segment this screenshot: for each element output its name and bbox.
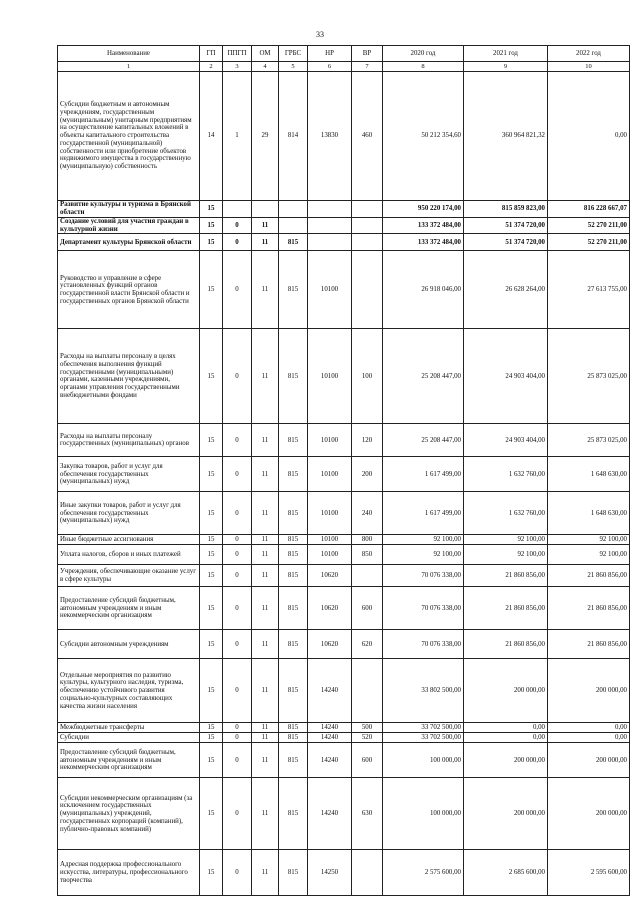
cell-2021: 0,00: [464, 733, 548, 743]
cell-2020: 70 076 338,00: [383, 587, 464, 630]
cell-2021: 21 860 856,00: [464, 587, 548, 630]
cell-name: Департамент культуры Брянской области: [58, 234, 200, 251]
cell-om: 11: [252, 723, 279, 733]
cell-nr: [308, 201, 352, 218]
table-row: [58, 723, 630, 733]
header-ppgp: ППГП: [223, 46, 252, 62]
cell-name: Иные закупки товаров, работ и услуг для обеспечения государственных (муниципальных) нужд: [58, 492, 200, 535]
cell-ppgp: 0: [223, 234, 252, 251]
cell-gp: 15: [200, 251, 223, 329]
cell-om: 11: [252, 234, 279, 251]
cell-2020: 133 372 484,00: [383, 218, 464, 234]
cell-om: 11: [252, 424, 279, 457]
cell-grbs: 815: [279, 251, 308, 329]
table-row: [58, 630, 630, 659]
column-index: 3: [223, 62, 252, 72]
cell-2020: 100 000,00: [383, 778, 464, 850]
cell-2021: 200 000,00: [464, 778, 548, 850]
cell-2021: 24 903 404,00: [464, 329, 548, 424]
cell-2021: 92 100,00: [464, 545, 548, 565]
cell-gp: 15: [200, 723, 223, 733]
cell-2021: 360 964 821,32: [464, 72, 548, 201]
cell-gp: 15: [200, 659, 223, 723]
cell-grbs: 815: [279, 535, 308, 545]
column-index: 8: [383, 62, 464, 72]
cell-2022: 21 860 856,00: [548, 630, 630, 659]
column-index: 4: [252, 62, 279, 72]
cell-2022: 92 100,00: [548, 535, 630, 545]
cell-om: 11: [252, 329, 279, 424]
cell-gp: 15: [200, 743, 223, 778]
cell-vr: 600: [352, 743, 383, 778]
table-row: [58, 535, 630, 545]
cell-grbs: 815: [279, 733, 308, 743]
cell-gp: 15: [200, 535, 223, 545]
cell-grbs: 815: [279, 659, 308, 723]
column-index: 5: [279, 62, 308, 72]
cell-nr: 10620: [308, 587, 352, 630]
table-row: [58, 587, 630, 630]
cell-ppgp: 0: [223, 850, 252, 896]
table-row: [58, 234, 630, 251]
cell-ppgp: 0: [223, 743, 252, 778]
cell-nr: 10100: [308, 329, 352, 424]
cell-gp: 15: [200, 587, 223, 630]
cell-2020: 2 575 600,00: [383, 850, 464, 896]
cell-grbs: 815: [279, 630, 308, 659]
cell-2021: 26 628 264,00: [464, 251, 548, 329]
header-name: Наименование: [58, 46, 200, 62]
table-row: [58, 424, 630, 457]
cell-nr: 14240: [308, 659, 352, 723]
cell-2022: 27 613 755,00: [548, 251, 630, 329]
cell-2020: 70 076 338,00: [383, 630, 464, 659]
cell-ppgp: 0: [223, 329, 252, 424]
header-gp: ГП: [200, 46, 223, 62]
cell-grbs: 815: [279, 234, 308, 251]
cell-name: Расходы на выплаты персоналу в целях обеспечения выполнения функций государственными (муниципальными) органами, казенными учреждениями, органами управления государственными внебюджетными фондами: [58, 329, 200, 424]
table-row: [58, 201, 630, 218]
cell-2020: 26 918 046,00: [383, 251, 464, 329]
cell-name: Расходы на выплаты персоналу государственных (муниципальных) органов: [58, 424, 200, 457]
table-body: [58, 72, 630, 896]
cell-2022: 0,00: [548, 733, 630, 743]
cell-vr: [352, 251, 383, 329]
cell-2022: 21 860 856,00: [548, 565, 630, 587]
cell-name: Предоставление субсидий бюджетным, автономным учреждениям и иным некоммерческим организациям: [58, 587, 200, 630]
cell-grbs: 815: [279, 329, 308, 424]
cell-2020: 92 100,00: [383, 545, 464, 565]
cell-vr: 240: [352, 492, 383, 535]
cell-2021: 1 632 760,00: [464, 492, 548, 535]
table-row: [58, 492, 630, 535]
cell-vr: [352, 565, 383, 587]
cell-2021: 200 000,00: [464, 743, 548, 778]
cell-2021: 200 000,00: [464, 659, 548, 723]
cell-ppgp: 0: [223, 733, 252, 743]
cell-2021: 24 903 404,00: [464, 424, 548, 457]
cell-nr: 14240: [308, 733, 352, 743]
cell-ppgp: 0: [223, 723, 252, 733]
cell-vr: 600: [352, 587, 383, 630]
table-header-row: [58, 46, 630, 62]
page-number: 33: [316, 30, 324, 39]
cell-2021: 51 374 720,00: [464, 234, 548, 251]
cell-gp: 15: [200, 457, 223, 492]
cell-2021: 1 632 760,00: [464, 457, 548, 492]
cell-nr: 13830: [308, 72, 352, 201]
cell-vr: [352, 850, 383, 896]
cell-vr: [352, 659, 383, 723]
cell-name: Создание условий для участия граждан в культурной жизни: [58, 218, 200, 234]
cell-nr: [308, 234, 352, 251]
cell-2022: 25 873 025,00: [548, 424, 630, 457]
cell-vr: 460: [352, 72, 383, 201]
cell-om: 11: [252, 733, 279, 743]
cell-name: Межбюджетные трансферты: [58, 723, 200, 733]
column-index: 2: [200, 62, 223, 72]
table-row: [58, 218, 630, 234]
cell-ppgp: 0: [223, 659, 252, 723]
cell-om: 11: [252, 778, 279, 850]
cell-vr: 620: [352, 630, 383, 659]
header-om: ОМ: [252, 46, 279, 62]
cell-ppgp: 0: [223, 545, 252, 565]
cell-om: [252, 201, 279, 218]
table-row: [58, 72, 630, 201]
table-row: [58, 329, 630, 424]
cell-2020: 25 208 447,00: [383, 424, 464, 457]
cell-ppgp: 0: [223, 565, 252, 587]
cell-om: 11: [252, 630, 279, 659]
cell-nr: 10100: [308, 424, 352, 457]
cell-gp: 15: [200, 545, 223, 565]
cell-gp: 15: [200, 424, 223, 457]
cell-ppgp: 0: [223, 630, 252, 659]
cell-grbs: 815: [279, 457, 308, 492]
cell-name: Субсидии: [58, 733, 200, 743]
cell-gp: 15: [200, 733, 223, 743]
cell-nr: 14250: [308, 850, 352, 896]
cell-nr: 10100: [308, 535, 352, 545]
table-row: [58, 850, 630, 896]
cell-nr: 10620: [308, 630, 352, 659]
cell-gp: 15: [200, 630, 223, 659]
cell-2020: 133 372 484,00: [383, 234, 464, 251]
header-2022: 2022 год: [548, 46, 630, 62]
column-index: 1: [58, 62, 200, 72]
header-vr: ВР: [352, 46, 383, 62]
cell-om: 11: [252, 587, 279, 630]
header-2020: 2020 год: [383, 46, 464, 62]
cell-name: Закупка товаров, работ и услуг для обеспечения государственных (муниципальных) нужд: [58, 457, 200, 492]
cell-om: 11: [252, 535, 279, 545]
cell-2020: 1 617 499,00: [383, 457, 464, 492]
header-nr: НР: [308, 46, 352, 62]
cell-nr: 10100: [308, 545, 352, 565]
cell-2022: 200 000,00: [548, 778, 630, 850]
cell-2021: 51 374 720,00: [464, 218, 548, 234]
cell-vr: 120: [352, 424, 383, 457]
cell-nr: [308, 218, 352, 234]
cell-vr: 500: [352, 723, 383, 733]
cell-2022: 52 270 211,00: [548, 234, 630, 251]
cell-om: 29: [252, 72, 279, 201]
cell-vr: 630: [352, 778, 383, 850]
cell-vr: 800: [352, 535, 383, 545]
column-index: 7: [352, 62, 383, 72]
cell-nr: 10100: [308, 492, 352, 535]
cell-ppgp: 1: [223, 72, 252, 201]
cell-gp: 15: [200, 850, 223, 896]
cell-2022: 1 648 630,00: [548, 457, 630, 492]
cell-gp: 15: [200, 565, 223, 587]
cell-2022: 0,00: [548, 72, 630, 201]
cell-2022: 2 595 600,00: [548, 850, 630, 896]
table-row: [58, 659, 630, 723]
cell-om: 11: [252, 565, 279, 587]
cell-2021: 21 860 856,00: [464, 630, 548, 659]
cell-name: Руководство и управление в сфере установленных функций органов государственной власти Брянской области и государственных органов Брянской области: [58, 251, 200, 329]
cell-2021: 21 860 856,00: [464, 565, 548, 587]
cell-om: 11: [252, 492, 279, 535]
cell-grbs: 815: [279, 565, 308, 587]
cell-2020: 100 000,00: [383, 743, 464, 778]
cell-gp: 15: [200, 329, 223, 424]
cell-gp: 15: [200, 492, 223, 535]
table-row: [58, 251, 630, 329]
cell-name: Адресная поддержка профессионального искусства, литературы, профессионального творчества: [58, 850, 200, 896]
cell-grbs: 815: [279, 587, 308, 630]
header-2021: 2021 год: [464, 46, 548, 62]
cell-2020: 70 076 338,00: [383, 565, 464, 587]
cell-2022: 0,00: [548, 723, 630, 733]
cell-grbs: 815: [279, 743, 308, 778]
cell-2021: 0,00: [464, 723, 548, 733]
cell-name: Уплата налогов, сборов и иных платежей: [58, 545, 200, 565]
column-index: 9: [464, 62, 548, 72]
cell-ppgp: 0: [223, 535, 252, 545]
cell-2022: 200 000,00: [548, 659, 630, 723]
cell-ppgp: 0: [223, 424, 252, 457]
table-row: [58, 457, 630, 492]
table-row: [58, 778, 630, 850]
cell-om: 11: [252, 743, 279, 778]
cell-grbs: 815: [279, 723, 308, 733]
cell-2021: 2 685 600,00: [464, 850, 548, 896]
cell-gp: 15: [200, 218, 223, 234]
cell-ppgp: 0: [223, 587, 252, 630]
cell-name: Субсидии бюджетным и автономным учреждениям, государственным (муниципальным) унитарным предприятиям на осуществление капитальных вложений в объекты капитального строительства государственной (муниципальной) собственности или приобретение объектов недвижимого имущества в государственную (муниципальную) собственность: [58, 72, 200, 201]
cell-gp: 15: [200, 234, 223, 251]
cell-2020: 33 702 500,00: [383, 733, 464, 743]
cell-name: Учреждения, обеспечивающие оказание услуг в сфере культуры: [58, 565, 200, 587]
cell-nr: 14240: [308, 743, 352, 778]
cell-vr: [352, 218, 383, 234]
cell-vr: 100: [352, 329, 383, 424]
cell-2021: 92 100,00: [464, 535, 548, 545]
cell-name: Субсидии некоммерческим организациям (за исключением государственных (муниципальных) учреждений, государственных корпораций (компаний), публично-правовых компаний): [58, 778, 200, 850]
cell-2020: 1 617 499,00: [383, 492, 464, 535]
cell-name: Иные бюджетные ассигнования: [58, 535, 200, 545]
cell-grbs: 815: [279, 850, 308, 896]
cell-ppgp: 0: [223, 457, 252, 492]
cell-gp: 15: [200, 201, 223, 218]
cell-2021: 815 859 823,00: [464, 201, 548, 218]
cell-vr: 520: [352, 733, 383, 743]
cell-gp: 14: [200, 72, 223, 201]
cell-2020: 950 220 174,00: [383, 201, 464, 218]
cell-ppgp: 0: [223, 492, 252, 535]
cell-vr: 200: [352, 457, 383, 492]
cell-name: Отдельные мероприятия по развитию культуры, культурного наследия, туризма, обеспечению устойчивого развития социально-культурных составляющих качества жизни населения: [58, 659, 200, 723]
cell-om: 11: [252, 659, 279, 723]
cell-2020: 33 802 500,00: [383, 659, 464, 723]
cell-name: Предоставление субсидий бюджетным, автономным учреждениям и иным некоммерческим организациям: [58, 743, 200, 778]
table-row: [58, 545, 630, 565]
cell-om: 11: [252, 251, 279, 329]
cell-vr: [352, 234, 383, 251]
table-row: [58, 733, 630, 743]
cell-nr: 10100: [308, 251, 352, 329]
cell-ppgp: [223, 201, 252, 218]
cell-2022: 200 000,00: [548, 743, 630, 778]
cell-2020: 50 212 354,60: [383, 72, 464, 201]
cell-grbs: [279, 201, 308, 218]
cell-gp: 15: [200, 778, 223, 850]
header-grbs: ГРБС: [279, 46, 308, 62]
cell-ppgp: 0: [223, 251, 252, 329]
cell-om: 11: [252, 545, 279, 565]
cell-ppgp: 0: [223, 218, 252, 234]
column-index: 6: [308, 62, 352, 72]
cell-2022: 52 270 211,00: [548, 218, 630, 234]
cell-2020: 92 100,00: [383, 535, 464, 545]
cell-vr: [352, 201, 383, 218]
cell-ppgp: 0: [223, 778, 252, 850]
cell-grbs: 815: [279, 778, 308, 850]
cell-2022: 1 648 630,00: [548, 492, 630, 535]
cell-2022: 92 100,00: [548, 545, 630, 565]
cell-name: Развитие культуры и туризма в Брянской области: [58, 201, 200, 218]
cell-2020: 25 208 447,00: [383, 329, 464, 424]
cell-2020: 33 702 500,00: [383, 723, 464, 733]
cell-nr: 14240: [308, 723, 352, 733]
cell-om: 11: [252, 457, 279, 492]
cell-grbs: 815: [279, 424, 308, 457]
cell-nr: 14240: [308, 778, 352, 850]
cell-grbs: 814: [279, 72, 308, 201]
cell-vr: 850: [352, 545, 383, 565]
table-row: [58, 743, 630, 778]
cell-2022: 25 873 025,00: [548, 329, 630, 424]
table-row: [58, 565, 630, 587]
cell-grbs: 815: [279, 492, 308, 535]
cell-2022: 816 228 667,07: [548, 201, 630, 218]
column-index: 10: [548, 62, 630, 72]
budget-table: [57, 45, 630, 896]
cell-grbs: 815: [279, 545, 308, 565]
column-index-row: [58, 62, 630, 72]
cell-nr: 10100: [308, 457, 352, 492]
cell-nr: 10620: [308, 565, 352, 587]
cell-om: 11: [252, 218, 279, 234]
cell-2022: 21 860 856,00: [548, 587, 630, 630]
cell-name: Субсидии автономным учреждениям: [58, 630, 200, 659]
cell-om: 11: [252, 850, 279, 896]
cell-grbs: [279, 218, 308, 234]
